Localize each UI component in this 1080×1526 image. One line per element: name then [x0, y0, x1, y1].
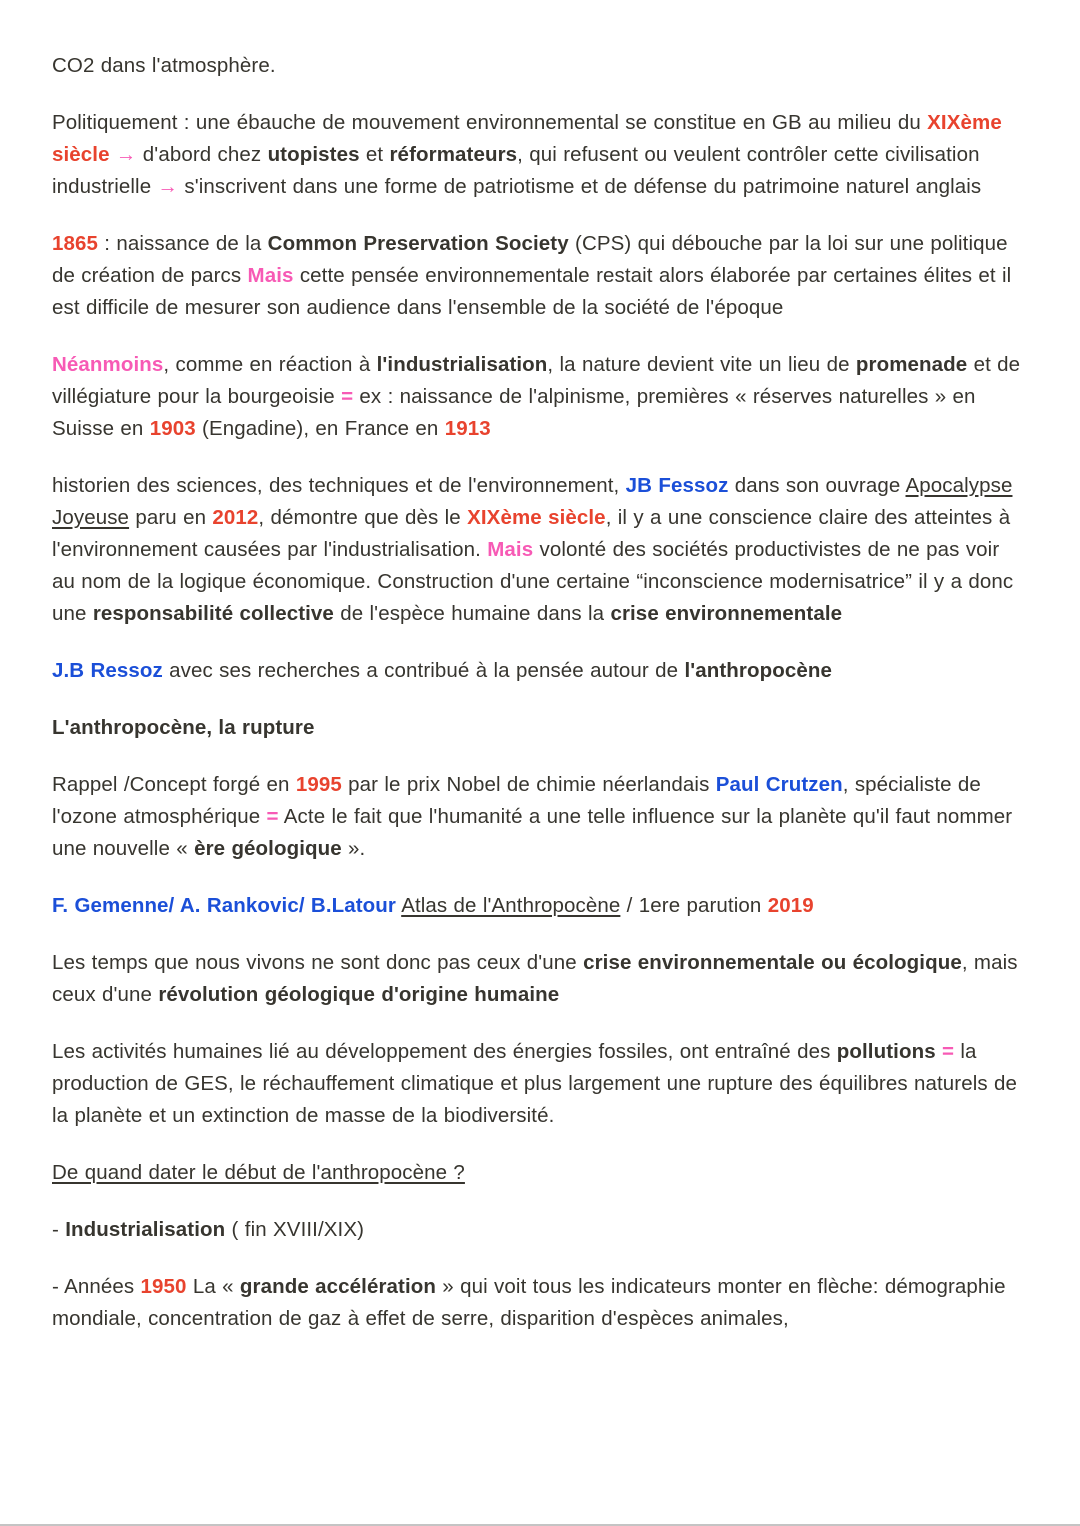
text-run: réformateurs: [389, 143, 518, 166]
paragraph: [52, 1036, 1028, 1132]
paragraph: [52, 470, 1028, 630]
paragraph: [52, 890, 1028, 922]
text-run: Mais: [247, 264, 294, 287]
date: 1865: [52, 232, 99, 255]
date: 1995: [295, 773, 342, 796]
text-run: : naissance de la: [98, 232, 268, 255]
text-run: promenade: [855, 353, 968, 376]
text-run: l'anthropocène: [684, 659, 832, 682]
book-title: Apocalypse Joyeuse: [52, 474, 1013, 529]
text-run: Politiquement : une ébauche de mouvement environnemental se constitue en GB au milieu du: [52, 111, 928, 134]
equals-sign: =: [341, 385, 354, 408]
text-run: crise environnementale ou écologique: [583, 951, 962, 974]
text-run: révolution géologique d'origine humaine: [158, 983, 560, 1006]
organization-name: Common Preservation Society: [267, 232, 569, 255]
text-run: pollutions: [836, 1040, 936, 1063]
text-run: (Engadine), en France en: [195, 417, 445, 440]
paragraph: [52, 107, 1028, 203]
person-name: JB Fessoz: [625, 474, 729, 497]
text-run: d'abord chez: [136, 143, 268, 166]
date: 2019: [767, 894, 814, 917]
text-run: et: [359, 143, 390, 166]
text-run: , il y a une conscience claire des atteintes à l'environnement causées par l'industrialisation.: [52, 506, 1011, 561]
text-run: de l'espèce humaine dans la: [333, 602, 611, 625]
text-run: la production de GES, le réchauffement climatique et plus largement une rupture des équilibres naturels de la planète et un extinction de masse de la biodiversité.: [52, 1040, 1018, 1127]
text-run: , la nature devient vite un lieu de: [547, 353, 856, 376]
text-run: , spécialiste de l'ozone atmosphérique: [52, 773, 981, 828]
text-run: (CPS) qui débouche par la loi sur une politique de création de parcs: [52, 232, 1008, 287]
text-run: CO2 dans l'atmosphère.: [52, 54, 276, 77]
paragraph: [52, 1214, 1028, 1246]
text-run: ère géologique: [194, 837, 342, 860]
text-run: , démontre que dès le: [258, 506, 468, 529]
text-run: l'industrialisation: [376, 353, 548, 376]
text-run: dans son ouvrage: [728, 474, 906, 497]
date: 1903: [149, 417, 196, 440]
text-run: par le prix Nobel de chimie néerlandais: [341, 773, 716, 796]
text-run: Les activités humaines lié au développement des énergies fossiles, ont entraîné des: [52, 1040, 837, 1063]
paragraph: [52, 1157, 1028, 1189]
equals-sign: =: [266, 805, 279, 828]
person-name: J.B Ressoz: [52, 659, 163, 682]
paragraph: [52, 655, 1028, 687]
text-run: , comme en réaction à: [163, 353, 377, 376]
text-run: / 1ere parution: [620, 894, 768, 917]
equals-sign: =: [942, 1040, 955, 1063]
text-run: crise environnementale: [610, 602, 843, 625]
text-run: historien des sciences, des techniques et de l'environnement,: [52, 474, 626, 497]
text-run: - Années: [52, 1275, 141, 1298]
text-run: grande accélération: [239, 1275, 437, 1298]
date: XIXème siècle: [52, 111, 1002, 166]
arrow-right-icon: →: [157, 175, 179, 198]
text-run: ex : naissance de l'alpinisme, premières « réserves naturelles » en Suisse en: [52, 385, 976, 440]
text-run: ».: [341, 837, 366, 860]
text-run: paru en: [129, 506, 213, 529]
book-title: Atlas de l'Anthropocène: [401, 894, 621, 917]
date: XIXème siècle: [467, 506, 606, 529]
text-run: Les temps que nous vivons ne sont donc pas ceux d'une: [52, 951, 584, 974]
paragraph: [52, 50, 1028, 82]
date: 1913: [444, 417, 491, 440]
text-run: et de villégiature pour la bourgeoisie: [52, 353, 1021, 408]
text-run: , mais ceux d'une: [52, 951, 1018, 1006]
section-heading: L'anthropocène, la rupture: [52, 716, 315, 739]
date: 2012: [212, 506, 259, 529]
paragraph: [52, 349, 1028, 445]
text-run: Rappel /Concept forgé en: [52, 773, 296, 796]
question-heading: De quand dater le début de l'anthropocène ?: [52, 1161, 465, 1184]
text-run: , qui refusent ou veulent contrôler cette civilisation industrielle: [52, 143, 980, 198]
text-run: utopistes: [267, 143, 360, 166]
text-run: -: [52, 1218, 66, 1241]
person-name: F. Gemenne/ A. Rankovic/ B.Latour: [52, 894, 397, 917]
date: 1950: [140, 1275, 187, 1298]
paragraph: [52, 947, 1028, 1011]
text-run: La «: [186, 1275, 240, 1298]
text-run: Industrialisation: [65, 1218, 226, 1241]
text-run: cette pensée environnementale restait alors élaborée par certaines élites et il est difficile de mesurer son audience dans l'ensemble de la société de l'époque: [52, 264, 1012, 319]
paragraph: [52, 769, 1028, 865]
text-run: Acte le fait que l'humanité a une telle influence sur la planète qu'il faut nommer une nouvelle «: [52, 805, 1013, 860]
text-run: s'inscrivent dans une forme de patriotisme et de défense du patrimoine naturel anglais: [178, 175, 982, 198]
text-run: Néanmoins: [52, 353, 164, 376]
paragraph: [52, 712, 1028, 744]
text-run: Mais: [487, 538, 534, 561]
paragraph: [52, 228, 1028, 324]
text-run: responsabilité collective: [92, 602, 334, 625]
text-run: » qui voit tous les indicateurs monter en flèche: démographie mondiale, concentration de gaz à effet de serre, disparition d'espèces animales,: [52, 1275, 1006, 1330]
person-name: Paul Crutzen: [715, 773, 843, 796]
text-run: volonté des sociétés productivistes de ne pas voir au nom de la logique économique. Construction d'une certaine “inconscience modernisatrice” il y a donc une: [52, 538, 1014, 625]
text-run: avec ses recherches a contribué à la pensée autour de: [162, 659, 685, 682]
arrow-right-icon: →: [115, 143, 137, 166]
paragraph: [52, 1271, 1028, 1335]
text-run: ( fin XVIII/XIX): [225, 1218, 365, 1241]
